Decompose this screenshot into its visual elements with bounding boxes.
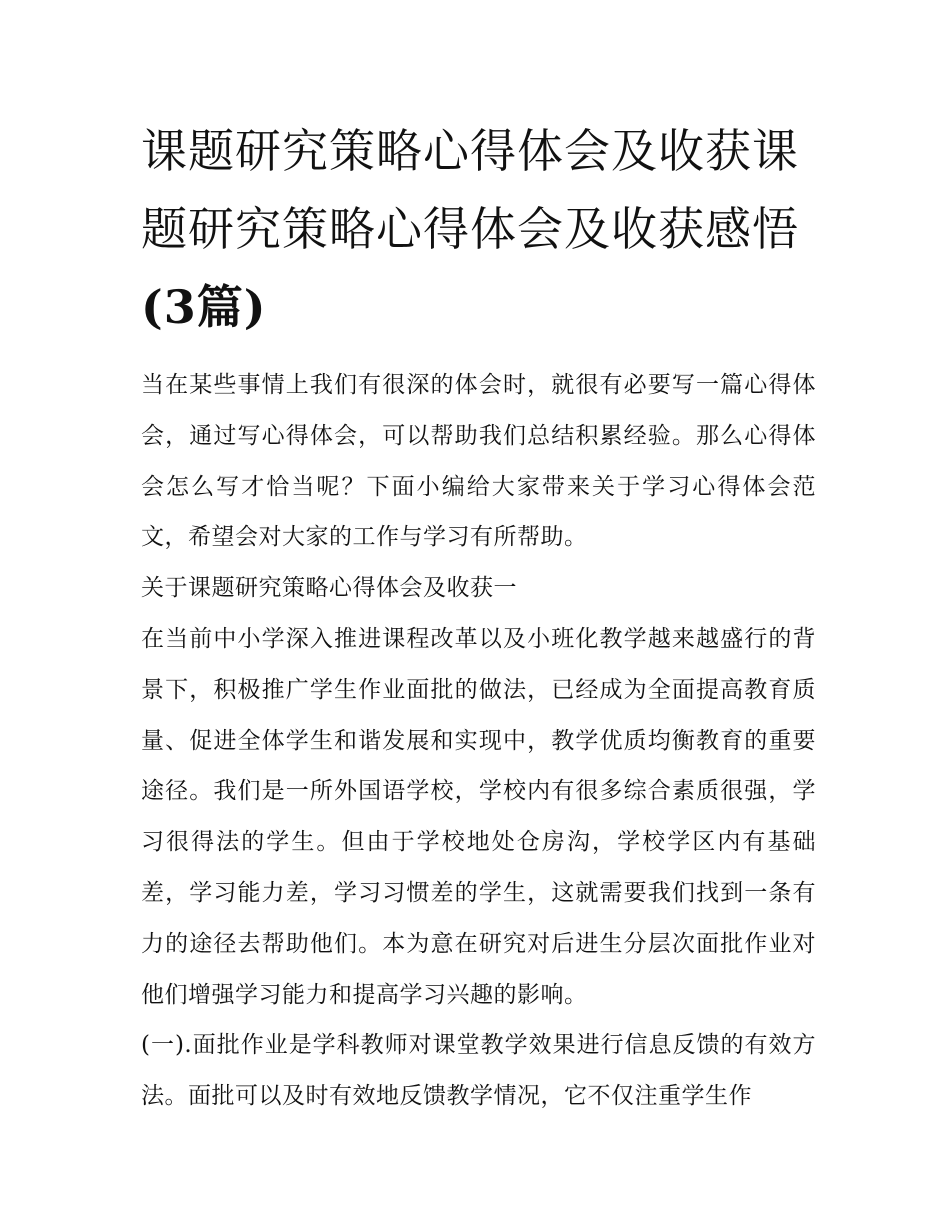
document-title (141, 112, 816, 346)
body-paragraph-1: 在当前中小学深入推进课程改革以及小班化教学越来越盛行的背景下，积极推广学生作业面批的做法，已经成为全面提高教育质量、促进全体学生和谐发展和实现中，教学优质均衡教育的重要途径。我们是一所外国语学校，学校内有很多综合素质很强，学习很得法的学生。但由于学校地处仓房沟，学校学区内有基础差，学习能力差，学习习惯差的学生，这就需要我们找到一条有力的途径去帮助他们。本为意在研究对后进生分层次面批作业对他们增强学习能力和提高学习兴趣的影响。 (141, 625, 816, 1008)
body-paragraph-2: (一).面批作业是学科教师对课堂教学效果进行信息反馈的有效方法。面批可以及时有效地反馈教学情况，它不仅注重学生作 (141, 1032, 816, 1110)
title-main: 课题研究策略心得体会及收获课题研究策略心得体会及收获感悟 (141, 124, 799, 256)
intro-paragraph: 当在某些事情上我们有很深的体会时，就很有必要写一篇心得体会，通过写心得体会，可以帮助我们总结积累经验。那么心得体会怎么写才恰当呢？下面小编给大家带来关于学习心得体会范文，希望会对大家的工作与学习有所帮助。 (141, 372, 816, 551)
document-body (141, 112, 816, 1122)
title-suffix: (3篇) (141, 280, 267, 334)
section-heading: 关于课题研究策略心得体会及收获一 (141, 575, 517, 602)
